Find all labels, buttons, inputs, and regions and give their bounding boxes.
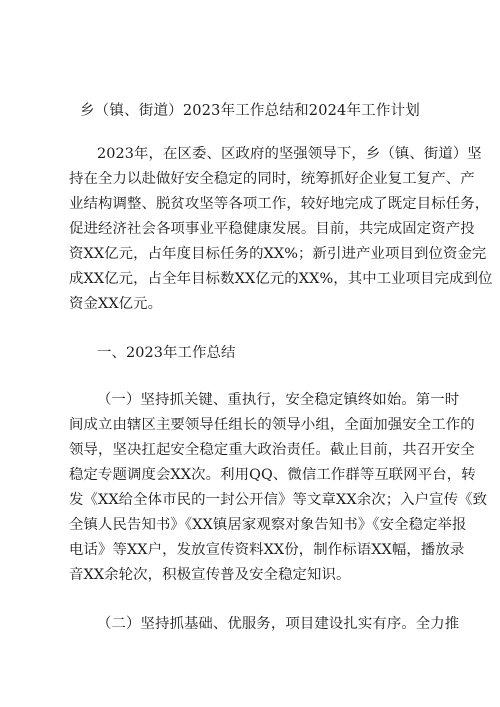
para1-line-8: 音XX余轮次，积极宣传普及安全稳定知识。: [69, 567, 351, 583]
intro-line-6: 成XX亿元，占全年目标数XX亿元的XX%，其中工业项目完成到位: [69, 271, 493, 287]
para1-line-3: 领导，坚决扛起安全稳定重大政治责任。截止目前，共召开安全: [69, 442, 475, 458]
document-title: 乡（镇、街道）2023年工作总结和2024年工作计划: [79, 103, 420, 119]
para1-line-4: 稳定专题调度会XX次。利用QQ、微信工作群等互联网平台，转: [69, 467, 476, 483]
intro-line-1: 2023年，在区委、区政府的坚强领导下，乡（镇、街道）坚: [97, 146, 482, 162]
intro-line-7: 资金XX亿元。: [69, 296, 163, 312]
para1-line-2: 间成立由辖区主要领导任组长的领导小组，全面加强安全工作的: [69, 417, 475, 433]
para1-line-6: 全镇人民告知书》《XX镇居家观察对象告知书》《安全稳定举报: [69, 517, 467, 533]
section-heading: 一、2023年工作总结: [97, 345, 236, 361]
intro-line-3: 业结构调整、脱贫攻坚等各项工作，较好地完成了既定目标任务，: [69, 196, 490, 212]
para1-line-7: 电话》等XX户，发放宣传资料XX份，制作标语XX幅，播放录: [69, 542, 465, 558]
intro-line-5: 资XX亿元，占年度目标任务的XX%；新引进产业项目到位资金完: [69, 246, 487, 262]
para1-line-5: 发《XX给全体市民的一封公开信》等文章XX余次；入户宣传《致: [69, 492, 488, 508]
intro-line-4: 促进经济社会各项事业平稳健康发展。目前，共完成固定资产投: [69, 221, 475, 237]
para2-line-1: （二）坚持抓基础、优服务，项目建设扎实有序。全力推: [97, 616, 460, 632]
intro-line-2: 持在全力以赴做好安全稳定的同时，统筹抓好企业复工复产、产: [69, 171, 475, 187]
para1-line-1: （一）坚持抓关键、重执行，安全稳定镇终如始。第一时: [97, 392, 460, 408]
